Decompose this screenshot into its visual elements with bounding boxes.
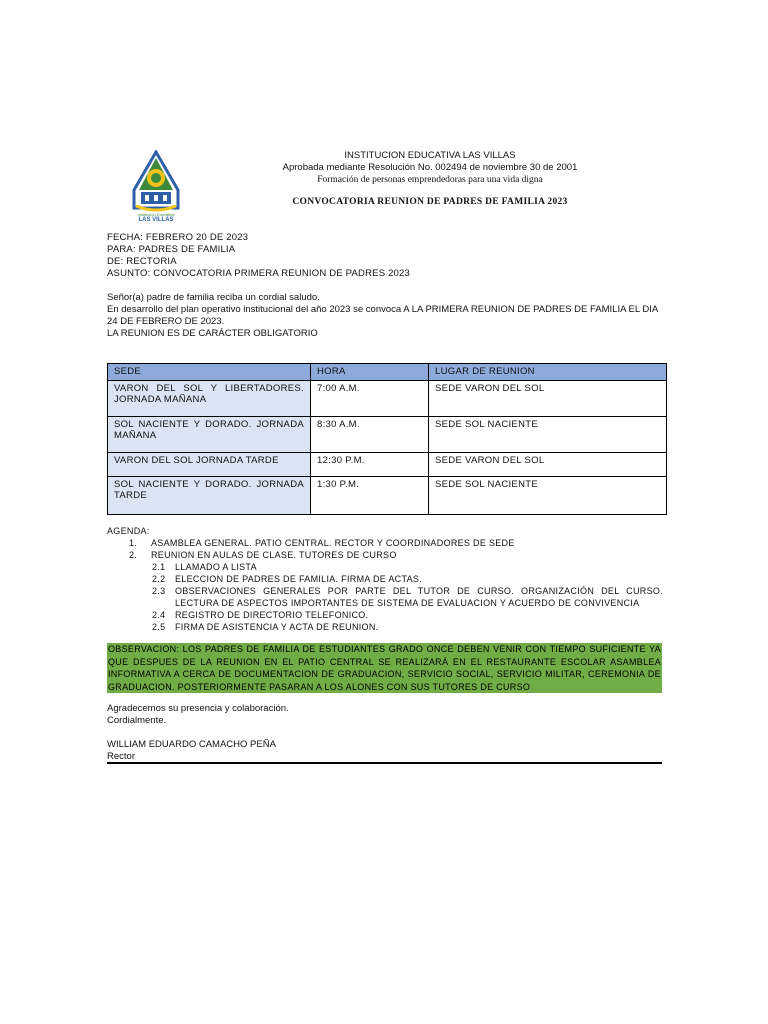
meta-fecha: FECHA: FEBRERO 20 DE 2023 — [107, 232, 249, 243]
closing — [107, 703, 663, 727]
header-lugar: LUGAR DE REUNION — [429, 364, 667, 381]
agenda-subitem-text: FIRMA DE ASISTENCIA Y ACTA DE REUNION. — [175, 622, 379, 632]
closing-thanks: Agradecemos su presencia y colaboración. — [107, 703, 289, 714]
cell-lugar: SEDE SOL NACIENTE — [429, 417, 667, 453]
signature — [107, 739, 663, 763]
signature-rule — [107, 762, 662, 764]
intro-line-3: LA REUNION ES DE CARÁCTER OBLIGATORIO — [107, 328, 318, 339]
agenda — [107, 525, 663, 633]
agenda-item-text: REUNION EN AULAS DE CLASE. TUTORES DE CURSO — [151, 550, 397, 560]
cell-hora: 8:30 A.M. — [311, 417, 429, 453]
schedule-table — [107, 363, 667, 515]
closing-regards: Cordialmente. — [107, 715, 167, 726]
agenda-subitem-number: 2.3 — [152, 586, 166, 596]
cell-lugar: SEDE SOL NACIENTE — [429, 477, 667, 515]
agenda-subitem-text: REGISTRO DE DIRECTORIO TELEFONICO. — [175, 610, 369, 620]
cell-lugar: SEDE VARON DEL SOL — [429, 453, 667, 477]
agenda-subitem-text: LLAMADO A LISTA — [175, 562, 257, 572]
agenda-subitem-number: 2.2 — [152, 574, 166, 584]
agenda-subitem-number: 2.4 — [152, 610, 166, 620]
svg-text:LAS VILLAS: LAS VILLAS — [138, 217, 174, 222]
resolution-line: Aprobada mediante Resolución No. 002494 de noviembre 30 de 2001 — [282, 162, 578, 173]
agenda-subitem-number: 2.1 — [152, 562, 166, 572]
cell-hora: 1:30 P.M. — [311, 477, 429, 515]
svg-text:Institución Educativa: Institución Educativa — [137, 212, 175, 217]
institution-name: INSTITUCION EDUCATIVA LAS VILLAS — [344, 150, 516, 161]
cell-sede: SOL NACIENTE Y DORADO. JORNADA TARDE — [108, 477, 311, 515]
agenda-subitem — [107, 561, 663, 573]
meta-asunto: ASUNTO: CONVOCATORIA PRIMERA REUNION DE PADRES 2023 — [107, 268, 411, 279]
table-header-row — [108, 364, 667, 381]
agenda-subitem-text: OBSERVACIONES GENERALES POR PARTE DEL TUTOR DE CURSO. ORGANIZACIÓN DEL CURSO. LECTURA DE ASPECTOS IMPORTANTES DE SISTEMA DE EVALUACION Y ACUERDO DE CONVIVENCIA — [175, 586, 663, 608]
agenda-subitem — [107, 585, 663, 609]
agenda-label: AGENDA: — [107, 526, 150, 536]
cell-hora: 12:30 P.M. — [311, 453, 429, 477]
intro-line-1: En desarrollo del plan operativo institucional del año 2023 se convoca A LA PRIMERA REUNION DE PADRES DE FAMILIA EL DIA — [107, 304, 659, 315]
intro-paragraph — [107, 292, 663, 340]
agenda-subitem-number: 2.5 — [152, 622, 166, 632]
agenda-subitem — [107, 609, 663, 621]
agenda-subitem-text: ELECCION DE PADRES DE FAMILIA. FIRMA DE ACTAS. — [175, 574, 423, 584]
table-row — [108, 417, 667, 453]
school-logo — [128, 150, 184, 222]
header-sede: SEDE — [108, 364, 311, 381]
cell-lugar: SEDE VARON DEL SOL — [429, 381, 667, 417]
agenda-subitem — [107, 573, 663, 585]
agenda-item-number: 1. — [129, 538, 138, 548]
meta-de: DE: RECTORIA — [107, 256, 177, 267]
greeting: Señor(a) padre de familia reciba un cordial saludo. — [107, 292, 320, 303]
table-row — [108, 477, 667, 515]
cell-sede: SOL NACIENTE Y DORADO. JORNADA MAÑANA — [108, 417, 311, 453]
header-hora: HORA — [311, 364, 429, 381]
intro-line-2: 24 DE FEBRERO DE 2023. — [107, 316, 225, 327]
document-title: CONVOCATORIA REUNION DE PADRES DE FAMILIA 2023 — [292, 197, 568, 207]
table-row — [108, 453, 667, 477]
agenda-subitem — [107, 621, 663, 633]
signer-role: Rector — [107, 751, 135, 762]
agenda-item-text: ASAMBLEA GENERAL. PATIO CENTRAL. RECTOR Y COORDINADORES DE SEDE — [151, 538, 515, 548]
motto-line: Formación de personas emprendedoras para una vida digna — [317, 175, 543, 185]
agenda-item-number: 2. — [129, 550, 138, 560]
cell-hora: 7:00 A.M. — [311, 381, 429, 417]
agenda-item — [107, 549, 663, 561]
cell-sede: VARON DEL SOL JORNADA TARDE — [108, 453, 311, 477]
memo-meta — [107, 232, 663, 280]
table-row — [108, 381, 667, 417]
signer-name: WILLIAM EDUARDO CAMACHO PEÑA — [107, 739, 276, 750]
meta-para: PARA: PADRES DE FAMILIA — [107, 244, 236, 255]
agenda-item — [107, 537, 663, 549]
cell-sede: VARON DEL SOL Y LIBERTADORES. JORNADA MAÑANA — [108, 381, 311, 417]
observation-note: OBSERVACION: LOS PADRES DE FAMILIA DE ESTUDIANTES GRADO ONCE DEBEN VENIR CON TIEMPO SUFICIENTE YA QUE DESPUES DE LA REUNION EN EL PATIO CENTRAL SE REALIZARÁ EN EL RESTAURANTE ESCOLAR ASAMBLEA INFORMATIVA A CERCA DE DOCUMENTACION DE GRADUACION, SERVICIO SOCIAL, SERVICIO MILITAR, CEREMONIA DE GRADUACION. POSTERIORMENTE PASARAN A LOS ALONES CON SUS TUTORES DE CURSO — [108, 644, 661, 692]
